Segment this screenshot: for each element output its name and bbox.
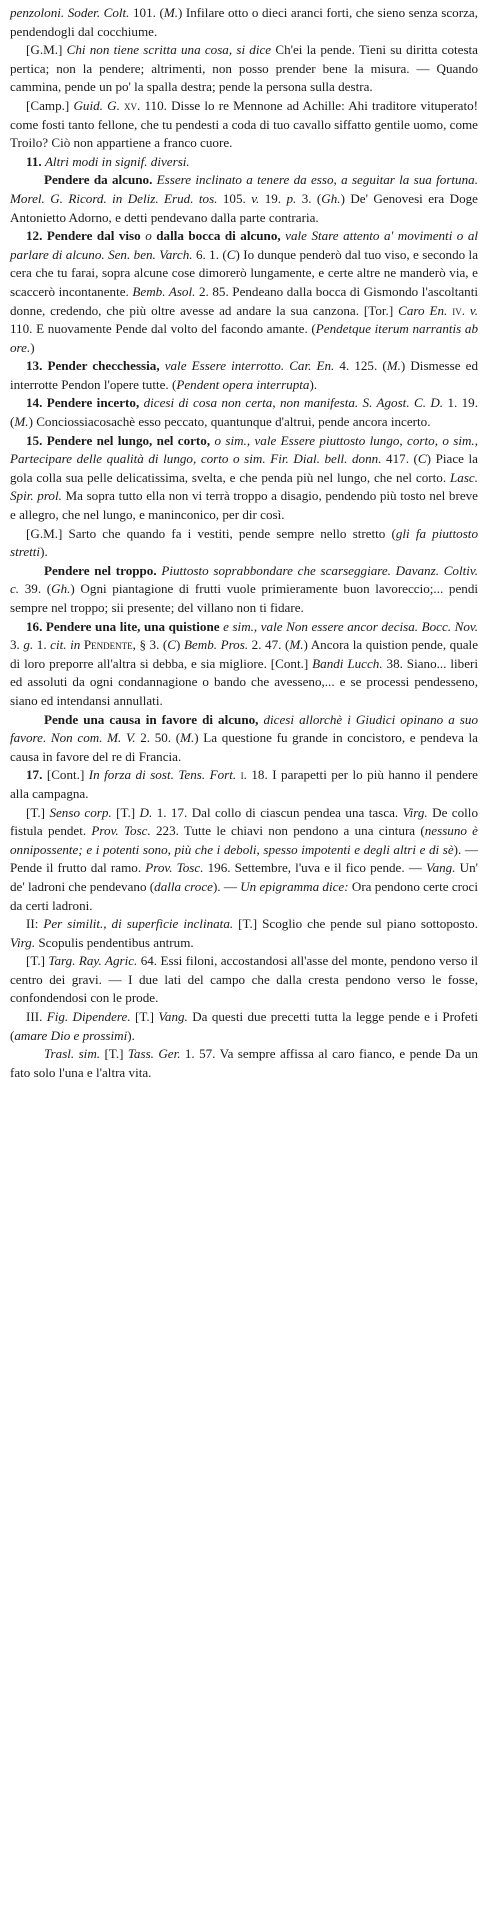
entry-paragraph: 15. Pendere nel lungo, nel corto, o sim., vale Essere piuttosto lungo, corto, o sim., Partecipare delle qualità di lungo, corto o sim. Fir. Dial. bell. donn. 417. (C) Piace la gola colla sua pelle delicatissima, svelta, e che penda più nel lungo, che nel corto. Lasc. Spir. prol. Ma sopra tutto ella non vi terrà troppo a disagio, pendendo più tosto nel breve e allegro, che nel lungo, e maninconico, per dir così. — [10, 432, 478, 523]
entry-paragraph: penzoloni. Soder. Colt. 101. (M.) Infilare otto o dieci aranci forti, che sieno senza scorza, pendendogli dal cocchiume. — [10, 5, 478, 39]
entry-paragraph: 11. Altri modi in signif. diversi. — [26, 153, 190, 169]
entry-paragraph: Pendere da alcuno. Essere inclinato a tenere da esso, a seguitar la sua fortuna. Morel. G. Ricord. in Deliz. Erud. tos. 105. v. 19. p. 3. (Gh.) De' Genovesi era Doge Antonietto Adorno, e detti pendevano dalla parte contraria. — [10, 172, 478, 225]
entry-paragraph: [G.M.] Chi non tiene scritta una cosa, si dice Ch'ei la pende. Tieni su diritta cotesta pertica; non la pendere; altrimenti, non posso prender bene la misura. — Quando cammina, pende un po' la spalla destra; pende la persona sulla destra. — [10, 42, 478, 95]
dictionary-entry-pendere — [10, 4, 478, 1082]
entry-paragraph: [T.] Senso corp. [T.] D. 1. 17. Dal collo di ciascun pendea una tasca. Virg. De collo fistula pendet. Prov. Tosc. 223. Tutte le chiavi non pendono a una cintura (nessuno è onnipossente; e i potenti sono, più che i deboli, spesso impotenti e degli altri e di sè). — Pende il frutto dal ramo. Prov. Tosc. 196. Settembre, l'uva e il fico pende. — Vang. Un' de' ladroni che pendevano (dalla croce). — Un epigramma dice: Ora pendono certe croci da certi ladroni. — [10, 804, 479, 913]
entry-paragraph: [Camp.] Guid. G. xv. 110. Disse lo re Mennone ad Achille: Ahi traditore vituperato! come fosti tanto fellone, che tu pendesti a coda di tuo cavallo siffatto gentile uomo, come Troilo? Ciò non appartiene a franco cuore. — [10, 97, 478, 151]
entry-paragraph: II: Per similit., di superficie inclinata. [T.] Scoglio che pende sul piano sottoposto. Virg. Scopulis pendentibus antrum. — [10, 916, 478, 950]
entry-paragraph: 14. Pendere incerto, dicesi di cosa non certa, non manifesta. S. Agost. C. D. 1. 19. (M.) Conciossiacosachè esso peccato, quantunque d'altrui, pende ancora incerto. — [10, 395, 479, 430]
entry-paragraph: 13. Pender checchessia, vale Essere interrotto. Car. En. 4. 125. (M.) Dismesse ed interrotte Pendon l'opere tutte. (Pendent opera interrupta). — [10, 358, 478, 392]
entry-paragraph: 16. Pendere una lite, una quistione e sim., vale Non essere ancor decisa. Bocc. Nov. 3. g. 1. cit. in Pendente, § 3. (C) Bemb. Pros. 2. 47. (M.) Ancora la quistion pende, quale di loro preporre all'altra si debba, e sia migliore. [Cont.] Bandi Lucch. 38. Siano... liberi ed assoluti da ogni condannagione o bando che avesseno,... e se processi pendesseno, siano ed intendansi annullati. — [10, 618, 479, 708]
entry-paragraph: 12. Pendere dal viso o dalla bocca di alcuno, vale Stare attento a' movimenti o al parlare di alcuno. Sen. ben. Varch. 6. 1. (C) Io dunque penderò dal tuo viso, e secondo la cera che tu farai, sopra alcune cose dimorerò lungamente, e certe altre ne manderò via, e scaccerò incontanente. Bemb. Asol. 2. 85. Pendeano dalla bocca di Gismondo l'ascoltanti donne, credendo, che più oltre avesse ad andare la sua canzona. [Tor.] Caro En. iv. v. 110. E nuovamente Pende dal volto del facondo amante. (Pendetque iterum narrantis ab ore.) — [10, 228, 479, 355]
entry-paragraph: [G.M.] Sarto che quando fa i vestiti, pende sempre nello stretto (gli fa piuttosto stretti). — [10, 525, 478, 560]
entry-paragraph: 17. [Cont.] In forza di sost. Tens. Fort. i. 18. I parapetti per lo più hanno il pendere alla campagna. — [10, 767, 478, 801]
entry-paragraph: [T.] Targ. Ray. Agric. 64. Essi filoni, accostandosi all'asse del monte, pendono verso il centro dei gravi. — I due lati del campo che dalla cresta pendono verso le fosse, confondendosi con le prode. — [10, 953, 478, 1006]
entry-paragraph: Trasl. sim. [T.] Tass. Ger. 1. 57. Va sempre affissa al caro fianco, e pende Da un fato solo l'una e l'altra vita. — [10, 1046, 478, 1080]
entry-paragraph: Pendere nel troppo. Piuttosto soprabbondare che scarseggiare. Davanz. Coltiv. c. 39. (Gh.) Ogni piantagione di frutti vuole primieramente buon lavoreccio;... pendi sempre nel troppo; sii presente; del villano non ti fidare. — [10, 562, 478, 615]
entry-paragraph: III. Fig. Dipendere. [T.] Vang. Da questi due precetti tutta la legge pende e i Profeti (amare Dio e prossimi). — [10, 1009, 478, 1043]
entry-paragraph: Pende una causa in favore di alcuno, dicesi allorchè i Giudici opinano a suo favore. Non com. M. V. 2. 50. (M.) La questione fu grande in concistoro, e pendeva la causa in favore del re di Francia. — [10, 711, 478, 764]
